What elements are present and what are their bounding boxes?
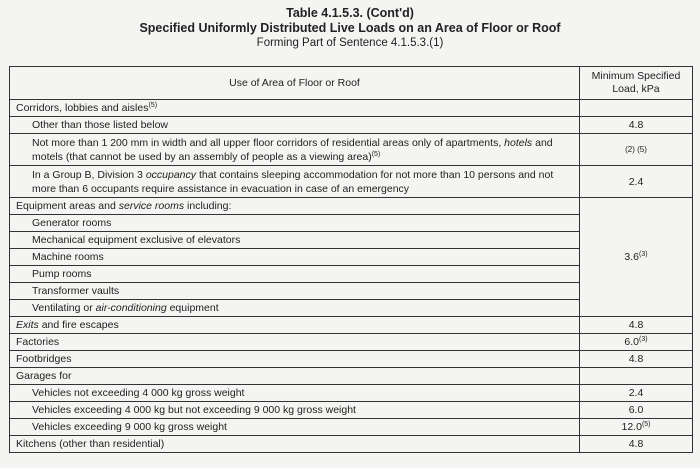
row-value-empty	[580, 100, 693, 117]
row-label-equipment-item: Transformer vaults	[10, 283, 580, 300]
row-label-equipment-item: Machine rooms	[10, 249, 580, 266]
table-header	[0, 0, 700, 60]
live-loads-table	[9, 66, 693, 453]
row-label-corridors-narrow: Not more than 1 200 mm in width and all upper floor corridors of residential areas only of apartments, hotels and motels (that cannot be used by an assembly of people as a viewing area)$^{(5)}$	[10, 134, 580, 166]
column-header-load: Minimum Specified Load, kPa	[580, 67, 693, 100]
row-value-equipment: 3.6$^{(3)}$	[580, 198, 693, 317]
row-label-exits: Exits and fire escapes	[10, 317, 580, 334]
row-label-ventilating: Ventilating or air-conditioning equipment	[10, 300, 580, 317]
row-value-garage-item: 6.0	[580, 402, 693, 419]
row-label-garage-item: Vehicles exceeding 4 000 kg but not exceeding 9 000 kg gross weight	[10, 402, 580, 419]
table-row	[10, 385, 693, 402]
table-row	[10, 419, 693, 436]
table-row	[10, 351, 693, 368]
table-row	[10, 134, 693, 166]
row-value-garage-item: 12.0$^{(5)}$	[580, 419, 693, 436]
row-value-footbridges: 4.8	[580, 351, 693, 368]
row-label-footbridges: Footbridges	[10, 351, 580, 368]
row-value-garage-item: 2.4	[580, 385, 693, 402]
table-row	[10, 317, 693, 334]
row-label-factories: Factories	[10, 334, 580, 351]
column-header-use: Use of Area of Floor or Roof	[10, 67, 580, 100]
row-label-equipment-item: Generator rooms	[10, 215, 580, 232]
table-row	[10, 402, 693, 419]
table-reference: Forming Part of Sentence 4.1.5.3.(1)	[256, 37, 444, 49]
table-row	[10, 368, 693, 385]
row-label-equipment: Equipment areas and service rooms including:	[10, 198, 580, 215]
row-value-kitchens: 4.8	[580, 436, 693, 453]
row-value-exits: 4.8	[580, 317, 693, 334]
row-label-group-b: In a Group B, Division 3 occupancy that contains sleeping accommodation for not more than 10 persons and not more than 6 occupants require assistance in evacuation in case of an emergency	[10, 166, 580, 198]
row-label-corridors-other: Other than those listed below	[10, 117, 580, 134]
row-label-garages: Garages for	[10, 368, 580, 385]
table-row	[10, 334, 693, 351]
table-subtitle: Specified Uniformly Distributed Live Loads on an Area of Floor or Roof	[139, 21, 561, 35]
table-title: Table 4.1.5.3. (Cont'd)	[286, 6, 414, 20]
row-value-factories: 6.0$^{(3)}$	[580, 334, 693, 351]
row-label-garage-item: Vehicles not exceeding 4 000 kg gross weight	[10, 385, 580, 402]
table-row	[10, 436, 693, 453]
table-row	[10, 117, 693, 134]
table-row	[10, 198, 693, 215]
row-label-garage-item: Vehicles exceeding 9 000 kg gross weight	[10, 419, 580, 436]
column-header-row	[10, 67, 693, 100]
row-label-equipment-item: Mechanical equipment exclusive of elevators	[10, 232, 580, 249]
row-value-corridors-narrow: (2) (5)	[580, 134, 693, 166]
row-label-corridors: Corridors, lobbies and aisles$^{(5)}$	[10, 100, 580, 117]
row-value-group-b: 2.4	[580, 166, 693, 198]
row-value-empty	[580, 368, 693, 385]
table-row	[10, 166, 693, 198]
table-row	[10, 100, 693, 117]
row-value-corridors-other: 4.8	[580, 117, 693, 134]
row-label-kitchens: Kitchens (other than residential)	[10, 436, 580, 453]
row-label-equipment-item: Pump rooms	[10, 266, 580, 283]
